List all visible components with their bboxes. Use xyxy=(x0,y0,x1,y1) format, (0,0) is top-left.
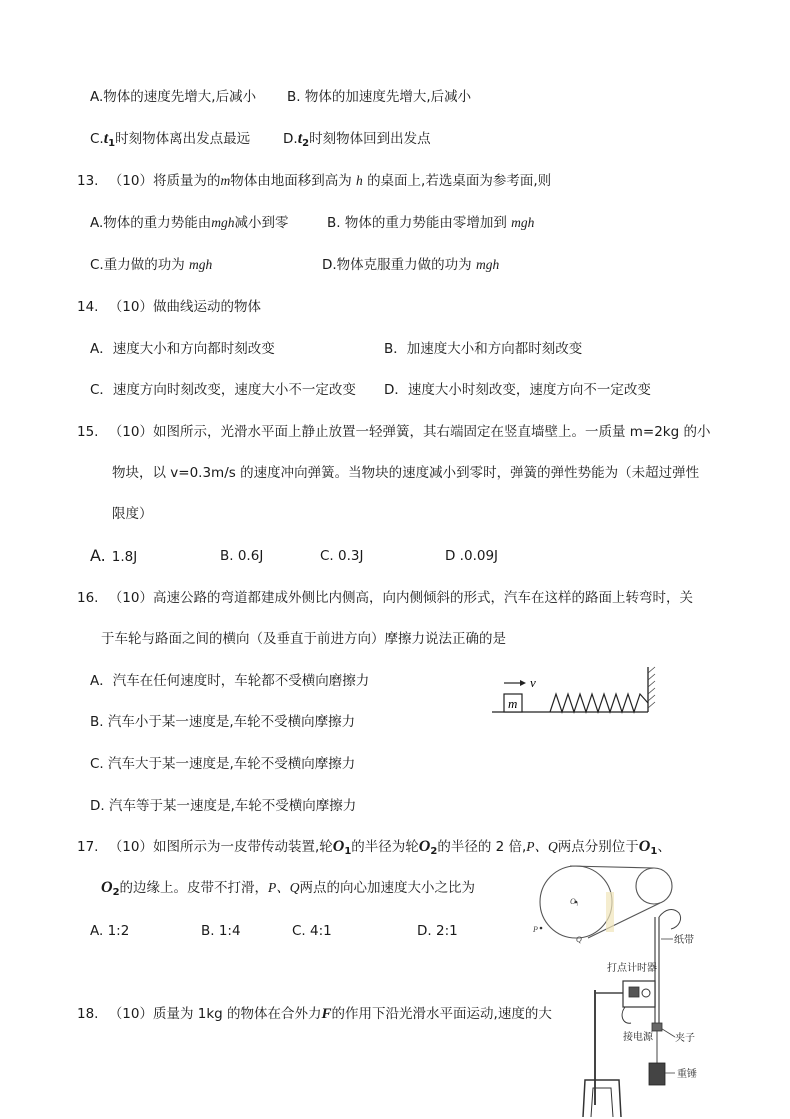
clip-label: 夹子 xyxy=(675,1033,695,1044)
weight-label: 重锤 xyxy=(677,1069,697,1080)
spring-block-figure xyxy=(490,665,660,720)
q16-option-b: B. 汽车小于某一速度是,车轮不受横向摩擦力 xyxy=(90,714,356,730)
q12-option-c: $C.t_1$时刻物体离出发点最远 xyxy=(90,130,251,149)
q15-option-d: D .0.09J xyxy=(445,548,499,564)
q17-stem-line2: $O_2$的边缘上。皮带不打滑，P、Q两点的向心加速度大小之比为 xyxy=(101,879,476,898)
q12-option-a: A.物体的速度先增大,后减小 xyxy=(90,89,257,105)
q14-stem: 14. （10）做曲线运动的物体 xyxy=(77,299,261,315)
hand xyxy=(659,910,681,929)
q17-option-a: A. 1:2 xyxy=(90,923,130,939)
q14-option-a: A．速度大小和方向都时刻改变 xyxy=(90,341,275,357)
point-p xyxy=(540,927,543,930)
q18-stem: 18. （10）质量为 1kg 的物体在合外力F的作用下沿光滑水平面运动,速度的大 xyxy=(77,1006,552,1022)
q15-stem-line3: 限度） xyxy=(112,506,153,522)
q16-stem-line2: 于车轮与路面之间的横向（及垂直于前进方向）摩擦力说法正确的是 xyxy=(101,631,506,647)
wheel-o2 xyxy=(636,868,672,904)
q15-stem-line1: 15. （10）如图所示，光滑水平面上静止放置一轻弹簧，其右端固定在竖直墙壁上。一质量 m=2kg 的小 xyxy=(77,424,711,440)
q13-option-b: B. 物体的重力势能由零增加到 mgh xyxy=(327,215,535,231)
power-cable xyxy=(622,1007,631,1023)
q12-option-d: $D.t_2$时刻物体回到出发点 xyxy=(283,130,431,149)
q13-stem: 13. （10）将质量为的m物体由地面移到高为 h 的桌面上,若选桌面为参考面,则 xyxy=(77,173,552,189)
wall-hatching xyxy=(648,667,655,708)
q14-option-b: B．加速度大小和方向都时刻改变 xyxy=(384,341,583,357)
o1-label: O₁ xyxy=(570,897,579,906)
ticker-timer-figure xyxy=(575,905,705,1117)
heavy-weight xyxy=(649,1063,665,1085)
q14-option-d: D．速度大小时刻改变，速度方向不一定改变 xyxy=(384,382,651,398)
block-mass-label: m xyxy=(508,696,518,711)
q13-number: 13. xyxy=(77,173,99,189)
q16-option-d: D. 汽车等于某一速度是,车轮不受横向摩擦力 xyxy=(90,798,357,814)
q15-option-c: C. 0.3J xyxy=(320,548,364,564)
p-label: P xyxy=(533,925,538,934)
q17-stem-line1: 17. （10）如图所示为一皮带传动装置,轮$O_1$的半径为轮$O_2$的半径的 2 倍,P、Q两点分别位于$O_1$、 xyxy=(77,838,671,857)
q16-option-c: C. 汽车大于某一速度是,车轮不受横向摩擦力 xyxy=(90,756,356,772)
q17-option-b: B. 1:4 xyxy=(201,923,241,939)
q12-option-b: B. 物体的加速度先增大,后减小 xyxy=(287,89,472,105)
power-label: 接电源 xyxy=(623,1032,653,1043)
timer-label: 打点计时器 xyxy=(607,963,657,974)
q16-option-a: A．汽车在任何速度时，车轮都不受横向磨擦力 xyxy=(90,673,370,689)
clip xyxy=(652,1023,662,1031)
q13-option-c: C.重力做的功为 mgh xyxy=(90,257,213,273)
q13-score: （10） xyxy=(108,173,153,189)
q15-option-a: A. 1.8J xyxy=(90,546,138,565)
q15-stem-line2: 物块，以 v=0.3m/s 的速度冲向弹簧。当物块的速度减小到零时，弹簧的弹性势能为（未超过弹性 xyxy=(112,465,700,481)
q17-option-d: D. 2:1 xyxy=(417,923,458,939)
tape-label: 纸带 xyxy=(674,935,694,946)
q-label: Q xyxy=(576,935,582,944)
stand-base xyxy=(583,1080,621,1117)
spring xyxy=(550,694,648,712)
velocity-arrowhead xyxy=(520,680,526,686)
q15-option-b: B. 0.6J xyxy=(220,548,264,564)
q16-stem-line1: 16. （10）高速公路的弯道都建成外侧比内侧高，向内侧倾斜的形式，汽车在这样的路面上转弯时，关 xyxy=(77,590,693,606)
q13-option-d: D.物体克服重力做的功为 mgh xyxy=(322,257,500,273)
q17-option-c: C. 4:1 xyxy=(292,923,332,939)
q13-option-a: A.物体的重力势能由mgh减小到零 xyxy=(90,215,289,231)
velocity-label: v xyxy=(530,675,536,690)
q14-option-c: C．速度方向时刻改变，速度大小不一定改变 xyxy=(90,382,356,398)
